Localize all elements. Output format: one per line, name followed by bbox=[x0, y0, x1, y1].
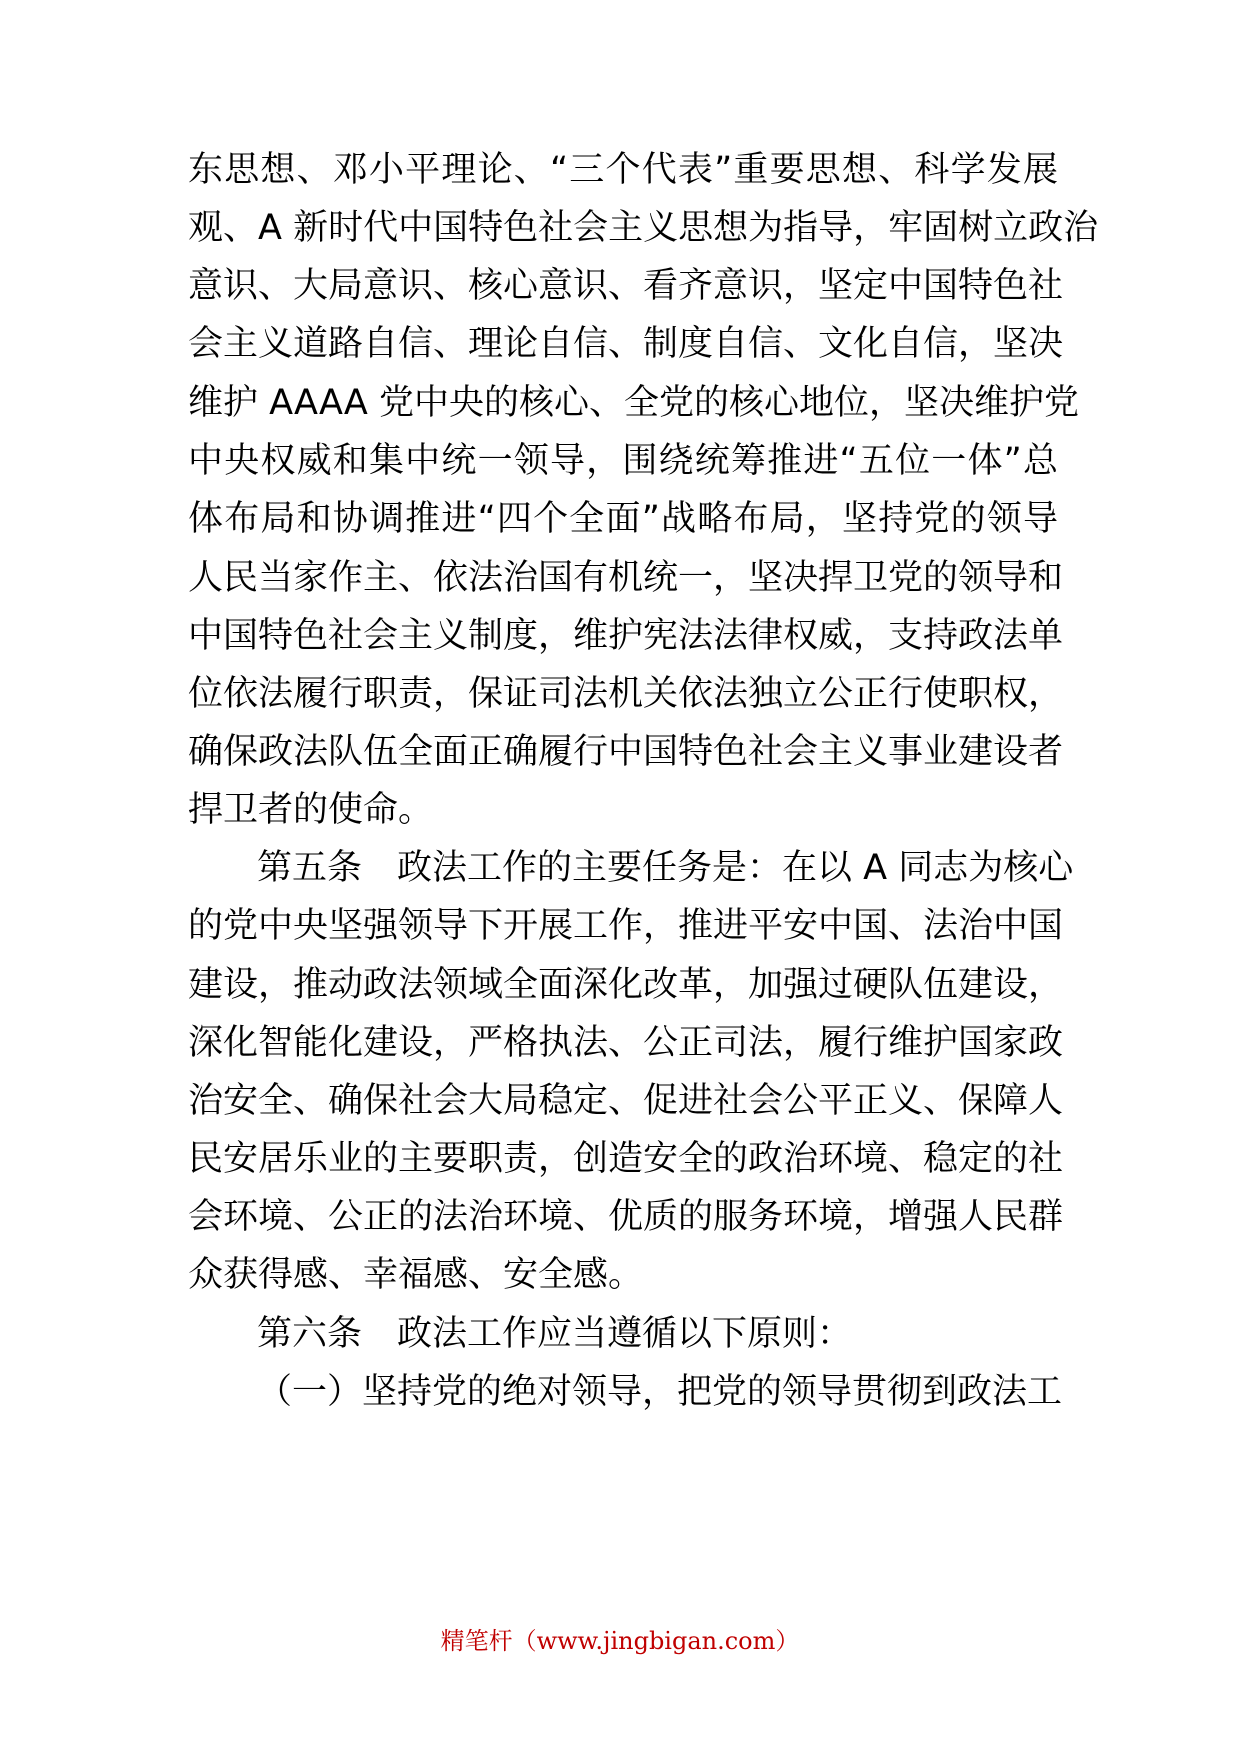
body-text-line: 会环境、公正的法治环境、优质的服务环境，增强人民群 bbox=[188, 1197, 1064, 1237]
body-text-line: 体布局和协调推进“四个全面”战略布局，坚持党的领导 bbox=[188, 499, 1058, 539]
body-text-line: 维护 AAAA 党中央的核心、全党的核心地位，坚决维护党 bbox=[188, 383, 1079, 423]
site-watermark-footer: 精笔杆（www.jingbigan.com） bbox=[440, 1627, 800, 1655]
body-text-line: 东思想、邓小平理论、“三个代表”重要思想、科学发展 bbox=[188, 150, 1058, 190]
body-text-line: 深化智能化建设，严格执法、公正司法，履行维护国家政 bbox=[188, 1023, 1064, 1063]
body-text-line: 人民当家作主、依法治国有机统一，坚决捍卫党的领导和 bbox=[188, 558, 1064, 598]
body-text-line: 捍卫者的使命。 bbox=[188, 790, 434, 830]
body-text-line: 位依法履行职责，保证司法机关依法独立公正行使职权， bbox=[188, 674, 1064, 714]
article-5-heading-line: 第五条 政法工作的主要任务是：在以 A 同志为核心 bbox=[257, 848, 1074, 888]
body-text-line: 的党中央坚强领导下开展工作，推进平安中国、法治中国 bbox=[188, 906, 1064, 946]
body-text-line: 观、A 新时代中国特色社会主义思想为指导，牢固树立政治 bbox=[188, 208, 1099, 248]
body-text-line: 治安全、确保社会大局稳定、促进社会公平正义、保障人 bbox=[188, 1081, 1064, 1121]
clause-1-line: （一）坚持党的绝对领导，把党的领导贯彻到政法工 bbox=[257, 1372, 1063, 1412]
body-text-line: 会主义道路自信、理论自信、制度自信、文化自信，坚决 bbox=[188, 324, 1064, 364]
body-text-line: 意识、大局意识、核心意识、看齐意识，坚定中国特色社 bbox=[188, 266, 1064, 306]
body-text-line: 中央权威和集中统一领导，围绕统筹推进“五位一体”总 bbox=[188, 441, 1058, 481]
body-text-line: 确保政法队伍全面正确履行中国特色社会主义事业建设者 bbox=[188, 732, 1064, 772]
body-text-line: 民安居乐业的主要职责，创造安全的政治环境、稳定的社 bbox=[188, 1139, 1064, 1179]
body-text-line: 众获得感、幸福感、安全感。 bbox=[188, 1255, 644, 1295]
article-6-heading-line: 第六条 政法工作应当遵循以下原则： bbox=[257, 1314, 853, 1354]
body-text-line: 建设，推动政法领域全面深化改革，加强过硬队伍建设， bbox=[188, 965, 1064, 1005]
body-text-line: 中国特色社会主义制度，维护宪法法律权威，支持政法单 bbox=[188, 616, 1064, 656]
